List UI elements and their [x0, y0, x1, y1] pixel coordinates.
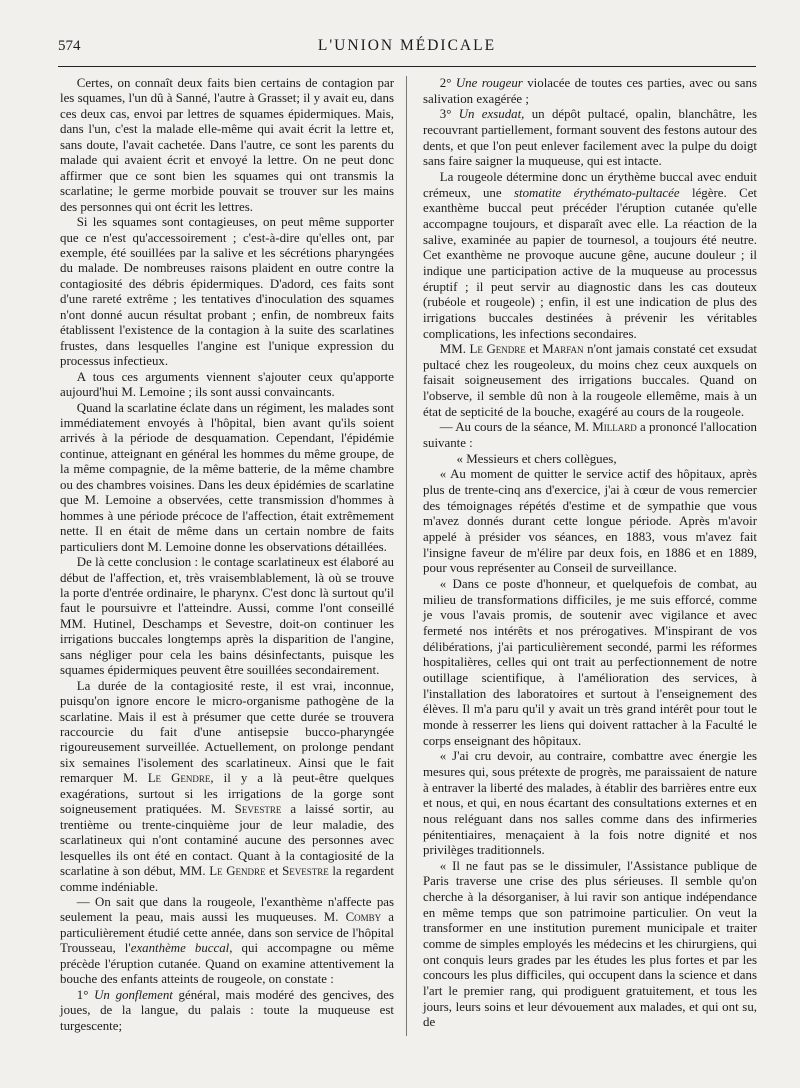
- text-run: n'ont jamais constaté cet exsudat pultacé chez les rougeoleux, du moins chez ceux auxquels on faisait soigneusement des irrigations buccales. Quand on l'observe, il semble dû non à la rougeole ellemême, mais à un état de septicité de la bouche, exagéré au cours de la rougeole.: [423, 342, 758, 419]
- text-run: , qui accompagne ou même précède l'éruption cutanée. Quand on examine attentivement la bouche des enfants atteints de rougeole, on constate :: [60, 941, 395, 987]
- text-run: Si les squames sont contagieuses, on peut même supporter que ce n'est qu'accessoirement ; c'est-à-dire qu'elles ont, par exemple, été souillées par la salive et les sécrétions pharyngées du malade. De nombreuses raisons plaident en outre contre la contagiosité des débris épidermiques. D'adord, ces faits sont d'une rareté extrême ; les tentatives d'inoculation des squames n'ont donné aucun résultat probant ; enfin, de nombreux faits établissent l'existence de la contagion à la suite des scarlatines frustes, dans lesquelles l'angine est l'unique expression du processus infectieux.: [60, 215, 394, 369]
- text-run: « Messieurs et chers collègues,: [456, 451, 617, 466]
- header-rule: [58, 66, 756, 67]
- text-run: la regardent comme indéniable.: [60, 864, 395, 894]
- paragraph: [60, 555, 394, 679]
- journal-title: L'UNION MÉDICALE: [317, 37, 497, 54]
- paragraph: [60, 215, 394, 370]
- text-run: « Dans ce poste d'honneur, et quelquefois de combat, au milieu de transformations difficiles, je me suis efforcé, comme je vous l'avais promis, de soutenir avec vigilance et avec fermeté nos intérêts et nos prérogatives. M'inspirant de vos délibérations, j'ai particulièrement secondé, parmi les réformes hospitalières, celles qui ont trait au perfectionnement de notre outillage scientifique, à l'amélioration des services, à l'installation des laboratoires et surtout à l'enseignement des élèves. Il m'a paru qu'il y avait un très grand intérêt pour tout le monde à resserrer les liens qui doivent rattacher à la Faculté le corps enseignant des hôpitaux.: [423, 577, 757, 748]
- text-run: La rougeole détermine donc un érythème buccal avec enduit crémeux, une: [423, 169, 757, 200]
- paragraph: [423, 76, 757, 107]
- paragraph: [423, 420, 757, 451]
- text-run: a particulièrement étudié cette année, dans son service de l'hôpital Trousseau, l': [60, 910, 394, 956]
- paragraph: [60, 401, 394, 556]
- page-number: 574: [58, 38, 81, 54]
- author-name: Sevestre: [282, 864, 329, 879]
- emphasis-text: Une rougeur: [455, 76, 523, 90]
- author-name: Le Gendre: [147, 771, 211, 786]
- paragraph: [60, 370, 394, 401]
- text-run: — Au cours de la séance, M.: [439, 420, 593, 435]
- text-run: MM.: [439, 342, 470, 357]
- text-run: violacée de toutes ces parties, avec ou sans salivation exagérée ;: [423, 76, 757, 106]
- text-run: et: [525, 342, 543, 357]
- emphasis-text: Un gonflement: [94, 987, 173, 1002]
- page-header: [58, 34, 756, 60]
- emphasis-text: stomatite érythémato-pultacée: [514, 185, 680, 200]
- text-run: a laissé sortir, au trentième ou trente-cinquième jour de leur maladie, des scarlatineux qui n'ont contaminé aucune des personnes avec lesquelles ils ont été en contact. Quant à la contagiosité de la scarlatine à son début, MM.: [60, 802, 394, 879]
- text-run: , un dépôt pultacé, opalin, blanchâtre, les recouvrant partiellement, formant souvent des festons autour des dents, et que l'on peut enlever facilement avec la pulpe du doigt sans faire saigner la muqueuse, qui est intacte.: [423, 107, 757, 169]
- text-run: 3°: [439, 107, 459, 122]
- author-name: Sevestre: [234, 802, 282, 817]
- text-run: Quand la scarlatine éclate dans un régiment, les malades sont immédiatement envoyés à l'hôpital, bien avant qu'ils soient arrivés à la période de desquamation. Cependant, l'épidémie continue, atteignant en général les hommes du même groupe, de la même compagnie, de la même batterie, de la même chambre ou des chambres voisines. Dans les deux épidémies de scarlatine que M. Lemoine a observées, cette transmission d'hommes à hommes à une période précoce de l'affection, était extrêmement nette. Il en était de même dans un certain nombre de faits particuliers dont M. Lemoine donne les observations détaillées.: [60, 400, 394, 554]
- author-name: Comby: [345, 910, 382, 925]
- paragraph: [423, 467, 757, 577]
- text-run: La durée de la contagiosité reste, il est vrai, inconnue, puisqu'on ignore encore le micro-organisme pathogène de la scarlatine. Mais il est à présumer que cette durée se trouvera raccourcie du fait d'une antisepsie bucco-pharyngée rigoureusement surveillée. Actuellement, on prolonge pendant six semaines l'isolement des scarlatineux. Ainsi que le fait remarquer M.: [60, 678, 394, 786]
- author-name: Le Gendre: [209, 864, 266, 879]
- paragraph: [423, 342, 757, 420]
- text-run: 2°: [439, 76, 456, 90]
- paragraph: [60, 895, 394, 988]
- text-run: Certes, on connaît deux faits bien certains de contagion par les squames, l'un dû à Sanné, l'autre à Grasset; il y avait eu, dans ces deux cas, envoi par lettres de squames épidermiques. Mais, dans l'un, c'est la malade elle-même qui avait écrit la lettre et, sans doute, l'avait cachetée. Dans l'autre, ce sont les parents du malade qui avaient écrit et envoyé la lettre. On ne peut donc affirmer que ce sont bien les squames qui ont transmis la scarlatine; le germe morbide pouvait se trouver sur les mains des personnes qui ont écrit les lettres.: [60, 76, 394, 214]
- text-run: « Au moment de quitter le service actif des hôpitaux, après plus de trente-cinq ans d'exercice, j'ai à cœur de vous remercier des témoignages répétés d'estime et de sympathie que vous m'avez donnés durant cette longue période. Après m'avoir appelé à présider vos séances, en 1883, vous m'avez fait l'insigne faveur de m'élire par deux fois, en 1886 et en 1889, pour vous représenter au Conseil de surveillance.: [423, 467, 757, 576]
- paragraph: [60, 988, 394, 1034]
- paragraph: [60, 679, 394, 895]
- text-run: « J'ai cru devoir, au contraire, combattre avec énergie les mesures qui, sous prétexte de progrès, me paraissaient de nature à entraver la liberté des malades, à établir des barrières entre eux et nous, et qui, en nous écartant des consultations externes et en nous reléguant dans nos salles comme dans des infirmeries pénitentiaires, menaçaient à la fois notre dignité et nos privilèges traditionnels.: [423, 749, 757, 858]
- text-run: légère. Cet exanthème buccal peut précéder l'éruption cutanée qu'elle accompagne toujours, et disparaît avec elle. La réaction de la salive, examinée au papier de tournesol, a toujours été neutre. Cet exanthème ne provoque aucune gêne, aucune douleur ; il indique une participation active de la muqueuse au processus éruptif ; il peut servir au diagnostic dans les cas douteux (rubéole et rougeole) ; enfin, il est une indication de plus des irrigations buccales destinées à prévenir les véritables complications, les infections secondaires.: [423, 185, 757, 341]
- text-run: — On sait que dans la rougeole, l'exanthème n'affecte pas seulement la peau, mais aussi les muqueuses. M.: [60, 895, 394, 925]
- paragraph: [423, 170, 757, 342]
- text-run: De là cette conclusion : le contage scarlatineux est élaboré au début de l'affection, et, très vraisemblablement, là où se trouve la porte d'entrée ordinaire, le pharynx. C'est donc là surtout qu'il faut le poursuivre et l'atteindre. Aussi, comme l'ont conseillé MM. Hutinel, Deschamps et Sevestre, doit-on continuer les irrigations buccales longtemps après la disparition de l'angine, sans négliger pour cela les bains désinfectants, puisque les squames épidermiques peuvent être souillées secondairement.: [60, 555, 394, 678]
- text-run: « Il ne faut pas se le dissimuler, l'Assistance publique de Paris traverse une crise des plus sérieuses. Il semble qu'on cherche à la désorganiser, à lui ravir son antique indépendance en même temps que son patrimoine particulier. On veut la transformer en une institution purement municipale et traiter comme de simples employés les médecins et les chirurgiens, qui ont conquis leurs grades par les études les plus fortes et par les concours les plus difficiles, qui occupent dans la science et dans l'art le premier rang, qui prodiguent gratuitement, et tous les jours, leurs soins et leur dévouement aux malades, et qui ont su, de: [423, 858, 757, 1030]
- emphasis-text: exanthème buccal: [130, 941, 230, 956]
- left-column: [60, 76, 394, 1034]
- text-run: et: [265, 864, 283, 879]
- author-name: Le Gendre: [469, 342, 526, 357]
- text-run: a prononcé l'allocation suivante :: [423, 420, 757, 451]
- paragraph: [423, 107, 757, 170]
- paragraph: [423, 577, 757, 749]
- text-run: 1°: [76, 987, 95, 1002]
- author-name: Millard: [592, 420, 637, 435]
- author-name: Marfan: [542, 342, 584, 357]
- paragraph: [423, 749, 757, 859]
- right-column: [423, 76, 757, 1031]
- emphasis-text: Un exsudat: [458, 107, 522, 122]
- text-run: général, mais modéré des gencives, des joues, de la langue, du palais : toute la muqueuse est turgescente;: [60, 987, 394, 1033]
- column-divider: [406, 76, 407, 1036]
- text-run: A tous ces arguments viennent s'ajouter ceux qu'apporte aujourd'hui M. Lemoine ; ils sont aussi convaincants.: [60, 369, 394, 400]
- text-run: , il y a là peut-être quelques exagérations, surtout si les irrigations de la gorge sont soigneusement pratiquées. M.: [60, 771, 394, 817]
- paragraph: [423, 859, 757, 1031]
- paragraph: [423, 452, 757, 468]
- paragraph: [60, 76, 394, 215]
